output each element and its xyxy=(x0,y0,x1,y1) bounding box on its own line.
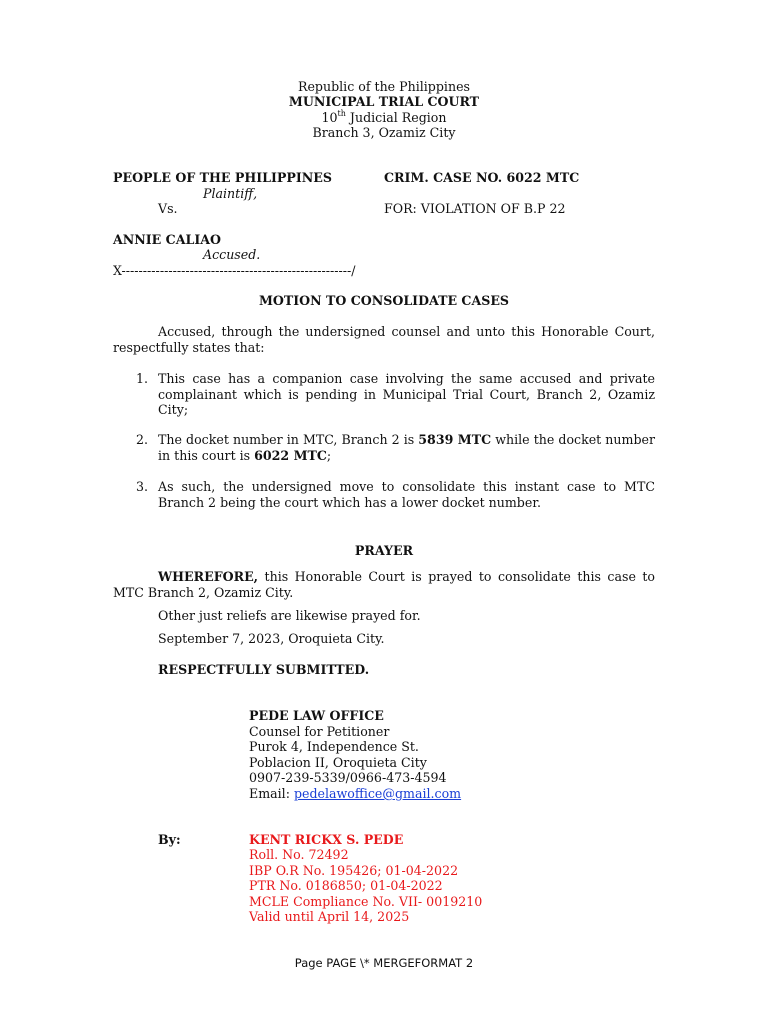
signatory-roll: Roll. No. 72492 xyxy=(249,847,349,862)
list-item-number: 1. xyxy=(136,371,149,386)
list-item-text: This case has a companion case involving the same accused and private complainant which is pending in Municipal Trial Court, Branch 2, Ozamiz City; xyxy=(158,371,655,417)
header-republic: Republic of the Philippines xyxy=(297,79,470,94)
case-number: CRIM. CASE NO. 6022 MTC xyxy=(384,170,580,185)
office-name: PEDE LAW OFFICE xyxy=(249,708,384,723)
header-region: 10th Judicial Region xyxy=(321,108,447,125)
prayer-title: PRAYER xyxy=(354,543,414,558)
signatory-mcle: MCLE Compliance No. VII- 0019210 xyxy=(249,894,483,909)
violation-label: FOR: VIOLATION OF B.P 22 xyxy=(384,201,566,216)
motion-title: MOTION TO CONSOLIDATE CASES xyxy=(258,293,510,308)
list-item-text: As such, the undersigned move to consolidate this instant case to MTC Branch 2 being the court which has a lower docket number. xyxy=(158,479,655,510)
caption-separator: X------------------------------------------------------/ xyxy=(113,263,356,278)
page-footer: Page PAGE \* MERGEFORMAT 2 xyxy=(294,956,474,970)
header-branch: Branch 3, Ozamiz City xyxy=(312,125,456,140)
versus-label: Vs. xyxy=(158,201,178,216)
accused-name: ANNIE CALIAO xyxy=(113,232,221,247)
prayer-wherefore: WHEREFORE, this Honorable Court is prayed to consolidate this case to MTC Branch 2, Ozamiz City. xyxy=(113,569,655,600)
office-email-line xyxy=(249,786,461,802)
list-item-text: The docket number in MTC, Branch 2 is 5839 MTC while the docket number in this court is 6022 MTC; xyxy=(158,432,656,463)
prayer-other-reliefs: Other just reliefs are likewise prayed for. xyxy=(158,608,421,623)
accused-role: Accused. xyxy=(203,247,261,262)
office-role: Counsel for Petitioner xyxy=(249,724,390,739)
list-item-number: 3. xyxy=(136,479,149,494)
prayer-date-place: September 7, 2023, Oroquieta City. xyxy=(158,631,385,646)
signatory-name: KENT RICKX S. PEDE xyxy=(249,832,404,847)
office-address-line2: Poblacion II, Oroquieta City xyxy=(249,755,427,770)
signatory-valid: Valid until April 14, 2025 xyxy=(249,909,410,924)
plaintiff-name: PEOPLE OF THE PHILIPPINES xyxy=(113,170,332,185)
list-item-number: 2. xyxy=(136,432,149,447)
motion-intro: Accused, through the undersigned counsel and unto this Honorable Court, respectfully states that: xyxy=(113,324,655,355)
email-link[interactable]: pedelawoffice@gmail.com xyxy=(293,786,462,801)
respectfully-submitted: RESPECTFULLY SUBMITTED. xyxy=(158,662,370,677)
signatory-ibp: IBP O.R No. 195426; 01-04-2022 xyxy=(249,863,459,878)
signatory-ptr: PTR No. 0186850; 01-04-2022 xyxy=(249,878,443,893)
header-court: MUNICIPAL TRIAL COURT xyxy=(288,94,480,109)
office-phones: 0907-239-5339/0966-473-4594 xyxy=(249,770,447,785)
plaintiff-role: Plaintiff, xyxy=(203,186,258,201)
by-label: By: xyxy=(158,832,181,847)
email-label: Email: xyxy=(249,786,294,801)
office-address-line1: Purok 4, Independence St. xyxy=(249,739,419,754)
